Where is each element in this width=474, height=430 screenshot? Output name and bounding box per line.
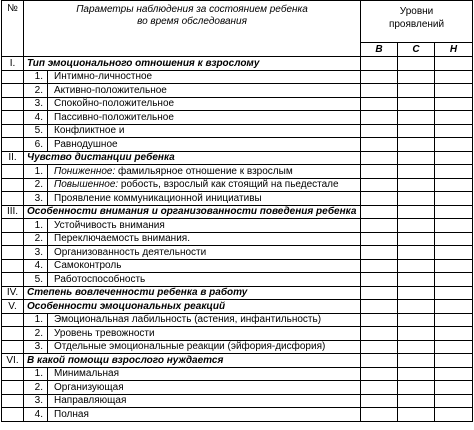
item-left-blank — [2, 259, 24, 273]
level-high-cell[interactable] — [361, 192, 398, 206]
level-low-cell[interactable] — [435, 246, 473, 260]
item-row — [2, 313, 473, 327]
level-high-cell[interactable] — [361, 259, 398, 273]
item-row — [2, 97, 473, 111]
level-low-cell[interactable] — [435, 70, 473, 84]
section-title: Степень вовлеченности ребенка в работу — [24, 286, 361, 300]
level-high-cell[interactable] — [361, 286, 398, 300]
item-label: Интимно-личностное — [54, 71, 153, 83]
level-medium-cell[interactable] — [398, 246, 435, 260]
item-left-blank — [2, 219, 24, 233]
item-text — [48, 367, 361, 381]
item-text — [48, 340, 361, 354]
level-high-cell[interactable] — [361, 151, 398, 165]
level-medium-cell[interactable] — [398, 273, 435, 287]
level-low-cell[interactable] — [435, 327, 473, 341]
level-low-cell[interactable] — [435, 340, 473, 354]
level-high-cell[interactable] — [361, 124, 398, 138]
header-parameters-line1: Параметры наблюдения за состоянием ребенка — [76, 4, 308, 15]
level-medium-cell[interactable] — [398, 124, 435, 138]
section-number: V. — [2, 300, 24, 314]
item-text — [48, 394, 361, 408]
item-text — [48, 124, 361, 138]
header-level-low: Н — [435, 43, 473, 57]
header-level-high: В — [361, 43, 398, 57]
item-text — [48, 246, 361, 260]
level-medium-cell[interactable] — [398, 232, 435, 246]
item-row — [2, 84, 473, 98]
level-low-cell[interactable] — [435, 165, 473, 179]
item-label: Пассивно-положительное — [54, 111, 174, 123]
section-title: Чувство дистанции ребенка — [24, 151, 361, 165]
level-low-cell[interactable] — [435, 192, 473, 206]
level-low-cell[interactable] — [435, 273, 473, 287]
item-text — [48, 138, 361, 152]
level-medium-cell[interactable] — [398, 97, 435, 111]
item-label: Равнодушное — [54, 138, 118, 150]
section-title: Тип эмоционального отношения к взрослому — [24, 57, 361, 71]
item-left-blank — [2, 178, 24, 192]
level-low-cell[interactable] — [435, 97, 473, 111]
level-medium-cell[interactable] — [398, 219, 435, 233]
level-medium-cell[interactable] — [398, 394, 435, 408]
level-low-cell[interactable] — [435, 367, 473, 381]
item-left-blank — [2, 381, 24, 395]
item-row — [2, 232, 473, 246]
item-row — [2, 192, 473, 206]
section-row — [2, 205, 473, 219]
header-levels — [361, 1, 473, 43]
item-label: Спокойно-положительное — [54, 98, 175, 110]
level-high-cell[interactable] — [361, 97, 398, 111]
level-medium-cell[interactable] — [398, 354, 435, 368]
item-number: 2. — [24, 84, 48, 98]
item-left-blank — [2, 111, 24, 125]
level-high-cell[interactable] — [361, 246, 398, 260]
section-title: Особенности эмоциональных реакций — [24, 300, 361, 314]
item-number: 3. — [24, 97, 48, 111]
level-high-cell[interactable] — [361, 340, 398, 354]
level-medium-cell[interactable] — [398, 165, 435, 179]
section-number: I. — [2, 57, 24, 71]
level-high-cell[interactable] — [361, 70, 398, 84]
level-low-cell[interactable] — [435, 354, 473, 368]
item-left-blank — [2, 84, 24, 98]
item-left-blank — [2, 394, 24, 408]
level-low-cell[interactable] — [435, 178, 473, 192]
item-row — [2, 367, 473, 381]
item-text — [48, 232, 361, 246]
item-text — [48, 313, 361, 327]
item-number: 4. — [24, 408, 48, 422]
item-row — [2, 273, 473, 287]
level-low-cell[interactable] — [435, 313, 473, 327]
level-medium-cell[interactable] — [398, 111, 435, 125]
level-high-cell[interactable] — [361, 381, 398, 395]
level-high-cell[interactable] — [361, 232, 398, 246]
section-number: IV. — [2, 286, 24, 300]
item-number: 2. — [24, 178, 48, 192]
level-high-cell[interactable] — [361, 367, 398, 381]
level-medium-cell[interactable] — [398, 151, 435, 165]
item-row — [2, 178, 473, 192]
level-medium-cell[interactable] — [398, 327, 435, 341]
section-row — [2, 354, 473, 368]
item-number: 3. — [24, 192, 48, 206]
item-number: 5. — [24, 124, 48, 138]
section-title: В какой помощи взрослого нуждается — [24, 354, 361, 368]
item-left-blank — [2, 273, 24, 287]
item-left-blank — [2, 138, 24, 152]
level-medium-cell[interactable] — [398, 70, 435, 84]
level-low-cell[interactable] — [435, 111, 473, 125]
item-row — [2, 340, 473, 354]
level-low-cell[interactable] — [435, 151, 473, 165]
item-label: Отдельные эмоциональные реакции (эйфория-дисфория) — [54, 341, 326, 353]
level-low-cell[interactable] — [435, 84, 473, 98]
item-left-blank — [2, 340, 24, 354]
item-italic-prefix: Пониженное: — [54, 165, 116, 177]
item-label: Минимальная — [54, 368, 120, 380]
item-italic-prefix: Повышенное: — [54, 179, 119, 191]
item-left-blank — [2, 246, 24, 260]
header-row — [2, 1, 473, 43]
item-left-blank — [2, 313, 24, 327]
item-row — [2, 259, 473, 273]
level-high-cell[interactable] — [361, 408, 398, 422]
level-high-cell[interactable] — [361, 327, 398, 341]
level-high-cell[interactable] — [361, 165, 398, 179]
level-medium-cell[interactable] — [398, 84, 435, 98]
item-row — [2, 394, 473, 408]
item-left-blank — [2, 327, 24, 341]
item-row — [2, 138, 473, 152]
section-row — [2, 300, 473, 314]
level-medium-cell[interactable] — [398, 205, 435, 219]
item-label: Самоконтроль — [54, 260, 122, 272]
item-number: 1. — [24, 313, 48, 327]
level-low-cell[interactable] — [435, 408, 473, 422]
item-number: 2. — [24, 232, 48, 246]
item-left-blank — [2, 70, 24, 84]
item-number: 1. — [24, 367, 48, 381]
item-number: 2. — [24, 327, 48, 341]
item-row — [2, 246, 473, 260]
level-medium-cell[interactable] — [398, 408, 435, 422]
level-high-cell[interactable] — [361, 273, 398, 287]
item-label: Эмоциональная лабильность (астения, инфантильность) — [54, 314, 322, 326]
level-medium-cell[interactable] — [398, 178, 435, 192]
level-high-cell[interactable] — [361, 178, 398, 192]
level-high-cell[interactable] — [361, 354, 398, 368]
level-low-cell[interactable] — [435, 300, 473, 314]
item-text — [48, 165, 361, 179]
item-text — [48, 111, 361, 125]
level-medium-cell[interactable] — [398, 313, 435, 327]
item-text — [48, 97, 361, 111]
item-left-blank — [2, 124, 24, 138]
item-label: Переключаемость внимания. — [54, 233, 190, 245]
level-high-cell[interactable] — [361, 219, 398, 233]
item-text — [48, 219, 361, 233]
item-number: 3. — [24, 246, 48, 260]
level-medium-cell[interactable] — [398, 138, 435, 152]
item-row — [2, 70, 473, 84]
level-high-cell[interactable] — [361, 205, 398, 219]
level-low-cell[interactable] — [435, 259, 473, 273]
section-row — [2, 286, 473, 300]
item-text — [48, 192, 361, 206]
item-number: 3. — [24, 394, 48, 408]
level-low-cell[interactable] — [435, 394, 473, 408]
level-medium-cell[interactable] — [398, 192, 435, 206]
item-label: Полная — [54, 408, 89, 420]
section-row — [2, 151, 473, 165]
section-number: II. — [2, 151, 24, 165]
item-label: Направляющая — [54, 395, 127, 407]
item-number: 1. — [24, 165, 48, 179]
level-high-cell[interactable] — [361, 57, 398, 71]
item-left-blank — [2, 165, 24, 179]
item-label: Активно-положительное — [54, 84, 167, 96]
item-left-blank — [2, 232, 24, 246]
item-label: Организующая — [54, 381, 124, 393]
item-text — [48, 327, 361, 341]
level-low-cell[interactable] — [435, 219, 473, 233]
section-row — [2, 57, 473, 71]
observation-table — [1, 0, 473, 422]
level-high-cell[interactable] — [361, 313, 398, 327]
header-levels-line2: проявлений — [388, 19, 445, 30]
item-left-blank — [2, 367, 24, 381]
item-text — [48, 273, 361, 287]
item-row — [2, 219, 473, 233]
item-label: Устойчивость внимания — [54, 219, 165, 231]
item-number: 4. — [24, 259, 48, 273]
item-number: 4. — [24, 111, 48, 125]
item-label: Уровень тревожности — [54, 327, 155, 339]
level-low-cell[interactable] — [435, 205, 473, 219]
item-row — [2, 165, 473, 179]
item-left-blank — [2, 97, 24, 111]
item-left-blank — [2, 408, 24, 422]
header-parameters-line2: во время обследования — [137, 16, 247, 27]
item-label: Организованность деятельности — [54, 246, 207, 258]
item-text — [48, 84, 361, 98]
level-low-cell[interactable] — [435, 381, 473, 395]
level-low-cell[interactable] — [435, 124, 473, 138]
header-levels-line1: Уровни — [399, 6, 434, 17]
item-text — [48, 70, 361, 84]
item-number: 1. — [24, 70, 48, 84]
section-number: III. — [2, 205, 24, 219]
header-level-medium: С — [398, 43, 435, 57]
item-label: фамильярное отношение к взрослым — [115, 165, 293, 177]
item-number: 3. — [24, 340, 48, 354]
item-row — [2, 111, 473, 125]
item-row — [2, 408, 473, 422]
item-text — [48, 381, 361, 395]
section-title: Особенности внимания и организованности поведения ребенка — [24, 205, 361, 219]
item-text — [48, 408, 361, 422]
item-row — [2, 327, 473, 341]
level-high-cell[interactable] — [361, 84, 398, 98]
item-text — [48, 259, 361, 273]
level-medium-cell[interactable] — [398, 340, 435, 354]
item-label: Проявление коммуникационной инициативы — [54, 192, 262, 204]
level-high-cell[interactable] — [361, 111, 398, 125]
level-high-cell[interactable] — [361, 138, 398, 152]
level-medium-cell[interactable] — [398, 57, 435, 71]
item-number: 1. — [24, 219, 48, 233]
item-number: 2. — [24, 381, 48, 395]
item-row — [2, 381, 473, 395]
level-medium-cell[interactable] — [398, 381, 435, 395]
level-medium-cell[interactable] — [398, 367, 435, 381]
level-high-cell[interactable] — [361, 300, 398, 314]
level-low-cell[interactable] — [435, 232, 473, 246]
item-label: Работоспособность — [54, 273, 146, 285]
item-label: робость, взрослый как стоящий на пьедестале — [118, 179, 339, 191]
level-medium-cell[interactable] — [398, 300, 435, 314]
item-row — [2, 124, 473, 138]
header-parameters — [24, 1, 361, 57]
level-medium-cell[interactable] — [398, 286, 435, 300]
level-low-cell[interactable] — [435, 138, 473, 152]
item-left-blank — [2, 192, 24, 206]
item-text — [48, 178, 361, 192]
level-low-cell[interactable] — [435, 286, 473, 300]
header-number: № — [2, 1, 24, 57]
level-medium-cell[interactable] — [398, 259, 435, 273]
item-number: 6. — [24, 138, 48, 152]
item-number: 5. — [24, 273, 48, 287]
level-low-cell[interactable] — [435, 57, 473, 71]
section-number: VI. — [2, 354, 24, 368]
level-high-cell[interactable] — [361, 394, 398, 408]
item-label: Конфликтное и — [54, 125, 125, 137]
